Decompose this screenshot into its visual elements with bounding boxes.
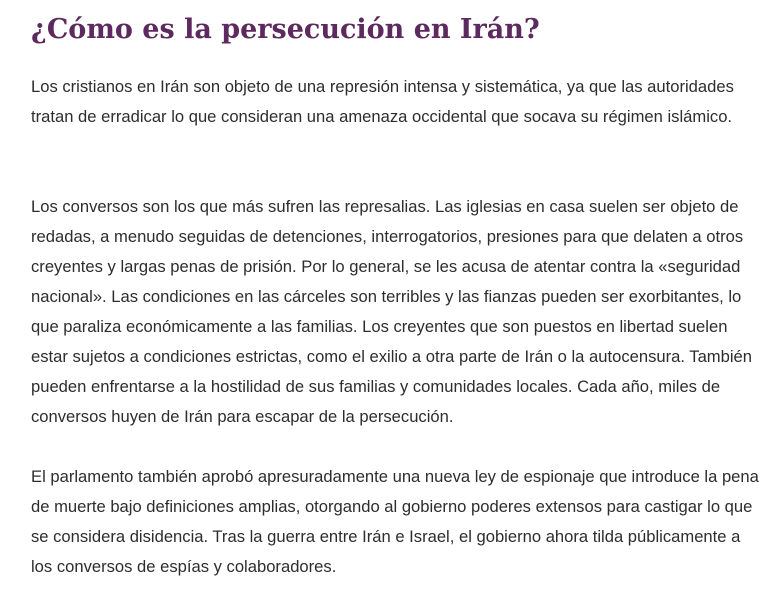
paragraph-intro: Los cristianos en Irán son objeto de una represión intensa y sistemática, ya que las autoridades tratan de erradicar lo que consideran una amenaza occidental que socava su régimen islámico. bbox=[31, 77, 734, 126]
section-heading: ¿Cómo es la persecución en Irán? bbox=[31, 14, 540, 45]
paragraph-converts: Los conversos son los que más sufren las represalias. Las iglesias en casa suelen ser objeto de redadas, a menudo seguidas de detenciones, interrogatorios, presiones para que delaten a otros creyentes y largas penas de prisión. Por lo general, se les acusa de atentar contra la «seguridad nacional». Las condiciones en las cárceles son terribles y las fianzas pueden ser exorbitantes, lo que paraliza económicamente a las familias. Los creyentes que son puestos en libertad suelen estar sujetos a condiciones estrictas, como el exilio a otra parte de Irán o la autocensura. También pueden enfrentarse a la hostilidad de sus familias y comunidades locales. Cada año, miles de conversos huyen de Irán para escapar de la persecución. bbox=[31, 197, 752, 426]
paragraph-espionage-law: El parlamento también aprobó apresuradamente una nueva ley de espionaje que introduce la pena de muerte bajo definiciones amplias, otorgando al gobierno poderes extensos para castigar lo que se considera disidencia. Tras la guerra entre Irán e Israel, el gobierno ahora tilda públicamente a los conversos de espías y colaboradores. bbox=[31, 467, 759, 576]
